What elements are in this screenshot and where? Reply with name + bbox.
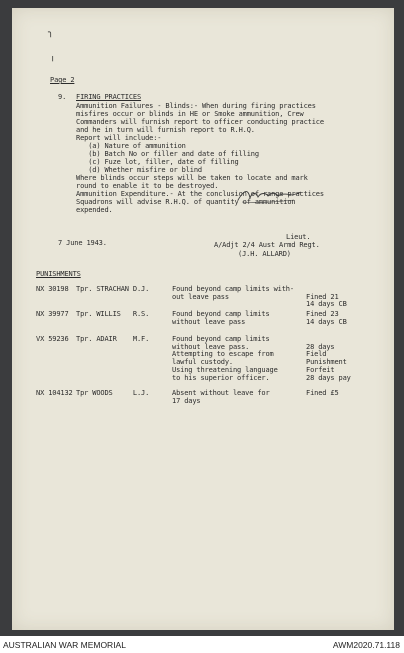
footer-bar [0,637,404,653]
section-line: (c) Fuze lot, filler, date of filling [76,158,239,166]
award-line: Fined 23 [306,310,339,318]
section-line: (b) Batch No or filler and date of filling [76,150,259,158]
document-date: 7 June 1943. [58,239,107,247]
offence-line: Absent without leave for [172,389,270,397]
punishments-heading: PUNISHMENTS [36,270,81,278]
offence-line: Found beyond camp limits [172,310,270,318]
section-line: misfires occur or blinds in HE or Smoke ammunition, Crew [76,110,304,118]
section-line: (d) Whether misfire or blind [76,166,202,174]
handwritten-signature [236,184,302,206]
section-number: 9. [58,93,67,101]
section-line: expended. [76,206,113,214]
service-number: VX 59236 [36,335,69,343]
section-line: Where blinds occur steps will be taken to locate and mark [76,174,308,182]
service-number: NX 39977 [36,310,69,318]
footer-accession-number: AWM2020.71.118 [332,640,400,650]
page-number: Page 2 [50,76,75,84]
offence-line: to his superior officer. [172,373,270,382]
offence-line: lawful custody. [172,358,233,367]
section-line: Squadrons will advise R.H.Q. of quantity of ammunition [76,198,296,206]
section-line: Commanders will furnish report to officer conducting practice [76,118,324,126]
award-line: 28 days [306,342,335,351]
section-line: Ammunition Failures - Blinds:- When during firing practices [76,102,316,110]
soldier-name: Tpr WOODS L.J. [76,389,150,397]
soldier-name: Tpr. ADAIR M.F. [76,335,150,343]
offence-line: Using threatening language [172,365,278,374]
award-line: Fined £5 [306,389,339,397]
service-number: NX 30198 [36,285,69,293]
award-line: Forfeit [306,365,335,374]
section-line: and he in turn will furnish report to R.H.Q. [76,126,255,134]
offence-line: out leave pass [172,292,229,301]
punch-mark: ╷ [50,52,56,62]
soldier-name: Tpr. STRACHAN D.J. [76,285,150,293]
award-line: 14 days CB [306,317,347,326]
award-line: 14 days CB [306,300,347,309]
service-number: NX 104132 [36,389,73,397]
section-line: (a) Nature of ammunition [76,142,186,150]
offence-line: Attempting to escape from [172,350,274,359]
award-line: 28 days pay [306,373,351,382]
award-line: Fined 21 [306,292,339,301]
offence-line: Found beyond camp limits with- [172,285,294,293]
offence-line: without leave pass [172,317,246,326]
offence-line: 17 days [172,396,201,405]
footer-institution: AUSTRALIAN WAR MEMORIAL [3,640,126,650]
punch-mark: ╮ [48,28,54,38]
offence-line: without leave pass. [172,342,250,351]
offence-line: Found beyond camp limits [172,335,270,343]
section-line: round to enable it to be destroyed. [76,182,219,190]
signatory-name: (J.H. ALLARD) [238,250,291,258]
section-line: Ammunition Expenditure.- At the conclusion of range practices [76,190,324,198]
signatory-appointment: A/Adjt 2/4 Aust Armd Regt. [214,241,320,249]
section-line: Report will include:- [76,134,162,142]
award-line: Field [306,350,327,359]
award-line: Punishment [306,358,347,367]
signatory-rank: Lieut. [286,233,311,241]
section-heading: FIRING PRACTICES [76,93,142,101]
soldier-name: Tpr. WILLIS R.S. [76,310,150,318]
